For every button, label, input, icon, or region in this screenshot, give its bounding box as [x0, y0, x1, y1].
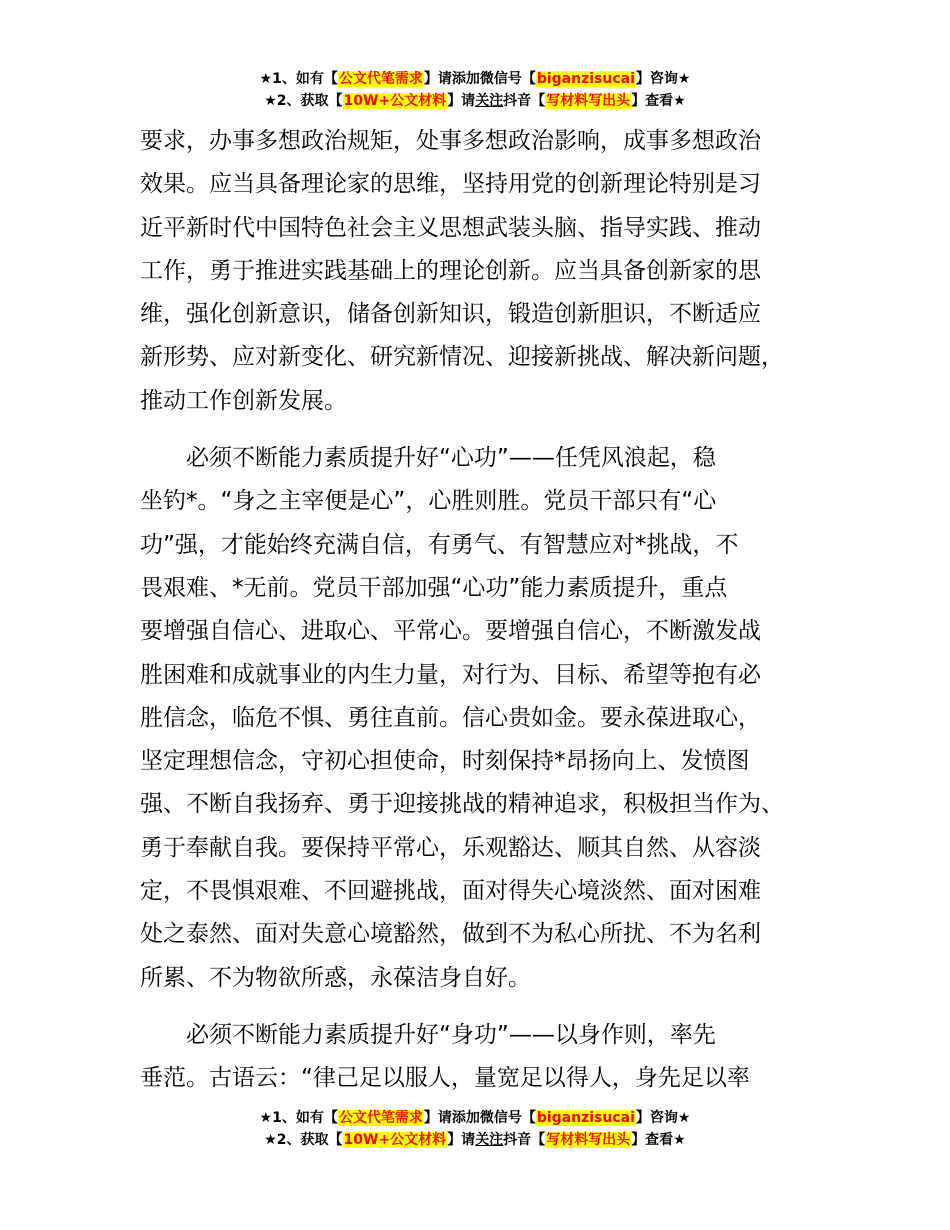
text-line: 要求，办事多想政治规矩，处事多想政治影响，成事多想政治	[140, 128, 761, 154]
banner-text: ★2、获取【	[264, 93, 343, 109]
text-line: 必须不断能力素质提升好“心功”——任凭风浪起，稳	[140, 445, 716, 472]
highlight-wechat-id: biganzisucai	[536, 1110, 635, 1126]
text-line: 新形势、应对新变化、研究新情况、迎接新挑战、解决新问题，	[140, 344, 784, 371]
highlight-wechat-id: biganzisucai	[536, 71, 635, 87]
text-line: 坐钓*。“身之主宰便是心”，心胜则胜。党员干部只有“心	[140, 488, 717, 515]
text-line: 处之泰然、面对失意心境豁然，做到不为私心所扰、不为名利	[140, 921, 761, 948]
banner-text: 】查看★	[631, 1132, 686, 1148]
highlight-service: 公文代笔需求	[338, 71, 423, 87]
banner-text: 关注	[475, 93, 504, 109]
text-line: 坚定理想信念，守初心担使命，时刻保持*昂扬向上、发愤图	[140, 748, 750, 775]
paragraph-1	[140, 120, 830, 423]
highlight-douyin: 写材料写出头	[546, 1132, 631, 1148]
banner-text: 添加	[451, 1110, 480, 1126]
text-line: 胜信念，临危不惧、勇往直前。信心贵如金。要永葆进取心，	[140, 704, 761, 731]
highlight-materials: 10W+公文材料	[343, 1132, 447, 1148]
banner-text: 】咨询★	[635, 71, 691, 87]
paragraph-2	[140, 437, 830, 1000]
banner-text: 微信号【	[479, 1110, 536, 1126]
paragraph-3	[140, 1014, 830, 1101]
footer-banner	[0, 1107, 950, 1151]
banner-text: 关注	[475, 1132, 504, 1148]
text-line: 必须不断能力素质提升好“身功”——以身作则，率先	[140, 1021, 716, 1048]
text-line: 近平新时代中国特色社会主义思想武装头脑、指导实践、推动	[140, 214, 761, 241]
banner-text: 】请	[447, 93, 476, 109]
banner-text: ★2、获取【	[264, 1132, 343, 1148]
banner-line-1	[0, 68, 950, 90]
banner-text: ★1、如有【	[259, 71, 338, 87]
highlight-douyin: 写材料写出头	[546, 93, 631, 109]
highlight-materials: 10W+公文材料	[343, 93, 447, 109]
text-line: 定，不畏惧艰难、不回避挑战，面对得失心境淡然、面对困难	[140, 878, 761, 905]
text-line: 强、不断自我扬弃、勇于迎接挑战的精神追求，积极担当作为、	[140, 791, 784, 818]
banner-text: 】请	[423, 1110, 452, 1126]
text-line: 维，强化创新意识，储备创新知识，锻造创新胆识，不断适应	[140, 301, 761, 328]
text-line: 要增强自信心、进取心、平常心。要增强自信心，不断激发战	[140, 618, 761, 645]
banner-line-2	[0, 1129, 950, 1151]
text-line: 胜困难和成就事业的内生力量，对行为、目标、希望等抱有必	[140, 661, 761, 688]
banner-text: 】查看★	[631, 93, 686, 109]
banner-text: 】咨询★	[635, 1110, 691, 1126]
banner-text: 抖音【	[503, 1132, 546, 1148]
text-line: 效果。应当具备理论家的思维，坚持用党的创新理论特别是习	[140, 171, 761, 198]
banner-text: 】请	[423, 71, 452, 87]
header-banner	[0, 68, 950, 112]
highlight-service: 公文代笔需求	[338, 1110, 423, 1126]
banner-text: 添加	[451, 71, 480, 87]
text-line: 畏艰难、*无前。党员干部加强“心功”能力素质提升，重点	[140, 574, 728, 601]
text-line: 所累、不为物欲所惑，永葆洁身自好。	[140, 964, 531, 991]
text-line: 工作，勇于推进实践基础上的理论创新。应当具备创新家的思	[140, 257, 761, 284]
banner-text: 】请	[447, 1132, 476, 1148]
banner-line-1	[0, 1107, 950, 1129]
text-line: 垂范。古语云：“律己足以服人，量宽足以得人，身先足以率	[140, 1065, 750, 1092]
text-line: 功”强，才能始终充满自信，有勇气、有智慧应对*挑战，不	[140, 531, 739, 558]
banner-line-2	[0, 90, 950, 112]
banner-text: 抖音【	[503, 93, 546, 109]
document-body	[140, 120, 830, 1101]
banner-text: ★1、如有【	[259, 1110, 338, 1126]
text-line: 勇于奉献自我。要保持平常心，乐观豁达、顺其自然、从容淡	[140, 834, 761, 861]
text-line: 推动工作创新发展。	[140, 387, 347, 414]
banner-text: 微信号【	[479, 71, 536, 87]
